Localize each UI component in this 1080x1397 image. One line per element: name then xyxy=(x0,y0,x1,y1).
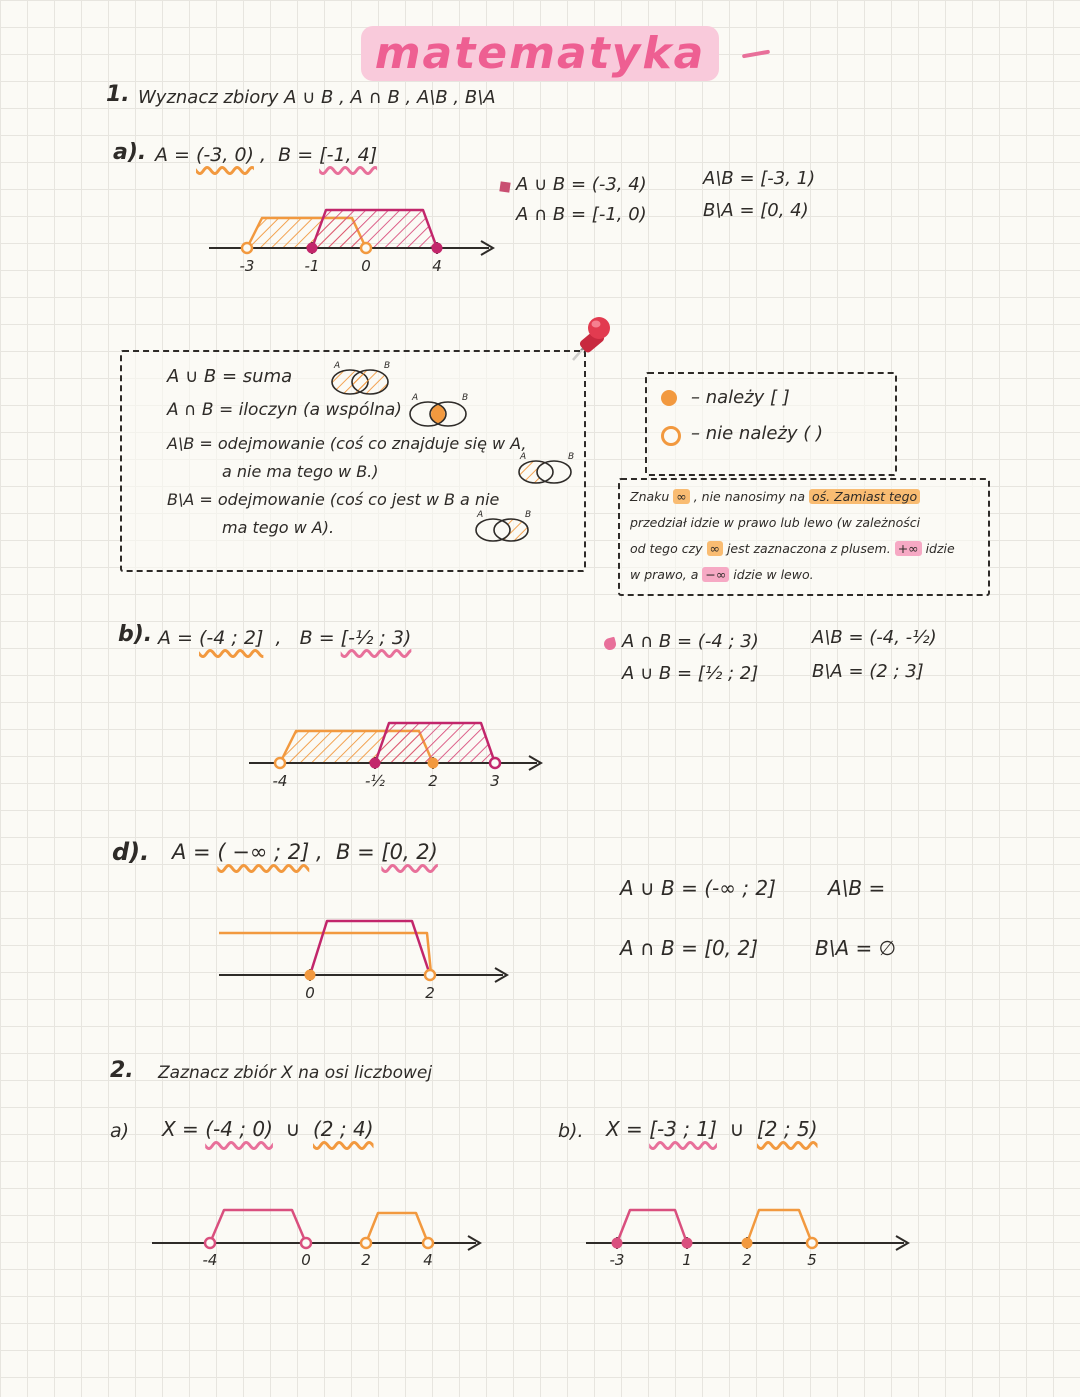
note-line-1 xyxy=(630,484,978,510)
p2a-given xyxy=(162,1117,374,1141)
p2b-label: b). xyxy=(558,1120,584,1142)
p1d-given-a-interval: ( −∞ ; 2] xyxy=(217,840,310,864)
definition-intersection: A ∩ B = iloczyn (a wspólna) xyxy=(167,400,402,420)
p1b-result-intersection: A ∩ B = (-4 ; 3) xyxy=(622,631,759,652)
interval-2-shape xyxy=(366,1213,428,1243)
note-highlight-axis: oś. Zamiast tego xyxy=(809,489,920,504)
endpoint-open xyxy=(423,1238,433,1248)
tick-label: 2 xyxy=(425,984,435,1002)
legend-belongs: – należy [ ] xyxy=(691,387,790,408)
p1b-given-b-interval: [-½ ; 3) xyxy=(340,627,412,649)
union-symbol: ∪ xyxy=(285,1117,301,1141)
filled-dot-icon xyxy=(661,390,677,406)
endpoint-closed xyxy=(612,1238,623,1249)
p1b-result-union: A ∪ B = [½ ; 2] xyxy=(622,663,759,684)
p1b-label: b). xyxy=(118,622,153,647)
number-line-1d xyxy=(215,893,525,1005)
note-highlight-infinity: ∞ xyxy=(707,541,723,556)
endpoint-closed xyxy=(305,970,316,981)
p1a-given-b-name: B = xyxy=(278,144,314,166)
endpoint-open xyxy=(807,1238,817,1248)
p2b-interval2: [2 ; 5) xyxy=(757,1117,818,1141)
p1a-given xyxy=(155,144,377,166)
p1a-given-b-interval: [-1, 4] xyxy=(319,144,378,166)
problem2-number: 2. xyxy=(110,1058,134,1083)
endpoint-open xyxy=(425,970,435,980)
p1d-label: d). xyxy=(112,838,150,866)
page-title: matematyka xyxy=(361,26,720,81)
venn-b-label: B xyxy=(525,510,532,520)
number-line-2a xyxy=(148,1185,493,1274)
p1d-result-a-minus-b: A\B = xyxy=(828,876,886,900)
endpoint-open xyxy=(490,758,500,768)
p1d-result-b-minus-a: B\A = ∅ xyxy=(815,936,897,960)
p1a-result-a-minus-b: A\B = [-3, 1) xyxy=(703,168,816,189)
p2a-interval2: (2 ; 4) xyxy=(313,1117,374,1141)
endpoint-open xyxy=(205,1238,215,1248)
venn-a-label: A xyxy=(477,510,484,520)
tick-label: 0 xyxy=(305,984,315,1002)
p1a-given-a-interval: (-3, 0) xyxy=(196,144,254,166)
interval-1-shape xyxy=(617,1210,687,1243)
venn-b-label: B xyxy=(462,393,469,403)
union-symbol: ∪ xyxy=(729,1117,745,1141)
p2a-interval1: (-4 ; 0) xyxy=(205,1117,273,1141)
p1a-result-b-minus-a: B\A = [0, 4) xyxy=(703,200,809,221)
p2a-label: a) xyxy=(110,1120,130,1142)
venn-a-label: A xyxy=(520,452,527,462)
tick-label: 4 xyxy=(423,1251,433,1269)
note-highlight-minus-infinity: −∞ xyxy=(702,567,729,582)
result-bullet xyxy=(603,637,618,652)
note-line-3 xyxy=(630,536,978,562)
venn-a-label: A xyxy=(412,393,419,403)
p1b-given-a-interval: (-4 ; 2] xyxy=(199,627,264,649)
definition-b-minus-a-2: ma tego w A). xyxy=(222,518,335,537)
p1d-separator: , xyxy=(315,840,323,864)
problem1-number: 1. xyxy=(106,82,130,107)
p1a-result-intersection: A ∩ B = [-1, 0) xyxy=(516,204,647,225)
tick-label: 1 xyxy=(682,1251,692,1269)
endpoint-closed xyxy=(307,243,318,254)
infinity-note-box xyxy=(618,478,990,596)
note-text: jest zaznaczona z plusem. xyxy=(726,541,891,556)
number-line-2b xyxy=(582,1185,922,1274)
endpoint-open xyxy=(275,758,285,768)
note-highlight-plus-infinity: +∞ xyxy=(895,541,922,556)
endpoint-open xyxy=(242,243,252,253)
p2a-x-name: X = xyxy=(162,1117,199,1141)
tick-label: 2 xyxy=(361,1251,371,1269)
note-text: w prawo, a xyxy=(630,567,699,582)
endpoint-closed xyxy=(428,758,439,769)
endpoint-open xyxy=(301,1238,311,1248)
venn-a-minus-b-icon xyxy=(510,450,580,494)
p1a-separator: , xyxy=(260,144,267,166)
note-text: idzie w lewo. xyxy=(733,567,814,582)
tick-label: 4 xyxy=(432,257,442,275)
tick-label: 0 xyxy=(361,257,371,275)
interval-b-shape xyxy=(375,723,495,763)
definition-a-minus-b-1: A\B = odejmowanie (coś co znajduje się w A, xyxy=(167,434,527,453)
endpoint-closed xyxy=(682,1238,693,1249)
note-highlight-infinity: ∞ xyxy=(673,489,689,504)
p1a-given-a-name: A = xyxy=(155,144,190,166)
definition-union: A ∪ B = suma xyxy=(167,366,293,387)
venn-b-minus-a-icon xyxy=(467,508,537,552)
p2b-interval1: [-3 ; 1] xyxy=(649,1117,717,1141)
interval-a-shape xyxy=(219,933,431,973)
p1b-result-b-minus-a: B\A = (2 ; 3] xyxy=(812,661,924,682)
definition-a-minus-b-2: a nie ma tego w B.) xyxy=(222,462,379,481)
p1b-result-a-minus-b: A\B = (-4, -½) xyxy=(812,627,937,648)
tick-label: 0 xyxy=(301,1251,311,1269)
interval-2-shape xyxy=(747,1210,812,1243)
p1d-given-a-name: A = xyxy=(172,840,211,864)
p1d-given-b-interval: [0, 2) xyxy=(381,840,438,864)
p1d-given-b-name: B = xyxy=(336,840,375,864)
note-line-2 xyxy=(630,510,978,536)
tick-label: 3 xyxy=(490,772,500,790)
tick-label: -4 xyxy=(202,1251,218,1269)
problem2-prompt: Zaznacz zbiór X na osi liczbowej xyxy=(158,1063,433,1083)
legend-box xyxy=(645,372,897,476)
tick-label: 2 xyxy=(428,772,438,790)
definition-b-minus-a-1: B\A = odejmowanie (coś co jest w B a nie xyxy=(167,490,500,509)
venn-union-icon xyxy=(322,358,398,404)
interval-1-shape xyxy=(210,1210,306,1243)
tick-label: -1 xyxy=(304,257,320,275)
problem1-prompt: Wyznacz zbiory A ∪ B , A ∩ B , A\B , B\A xyxy=(138,87,496,108)
note-text: przedział idzie w prawo lub lewo (w zależności xyxy=(630,515,921,530)
note-text: Znaku xyxy=(630,489,670,504)
tick-label: -3 xyxy=(239,257,255,275)
endpoint-closed xyxy=(742,1238,753,1249)
p2b-x-name: X = xyxy=(606,1117,643,1141)
venn-b-label: B xyxy=(384,361,391,371)
p1a-result-union: A ∪ B = (-3, 4) xyxy=(516,174,647,195)
number-line-1a xyxy=(205,178,505,282)
result-bullet xyxy=(499,181,510,192)
p1d-given xyxy=(172,840,438,864)
note-text: od tego czy xyxy=(630,541,703,556)
tick-label: -½ xyxy=(365,772,385,790)
tick-label: 2 xyxy=(742,1251,752,1269)
title-row xyxy=(0,28,1080,79)
tick-label: 5 xyxy=(807,1251,817,1269)
p1a-label: a). xyxy=(113,140,147,165)
p1d-result-union: A ∪ B = (-∞ ; 2] xyxy=(620,876,776,900)
tick-label: -3 xyxy=(609,1251,625,1269)
open-dot-icon xyxy=(661,426,681,446)
endpoint-open xyxy=(361,243,371,253)
note-line-4 xyxy=(630,562,978,588)
venn-a-label: A xyxy=(334,361,341,371)
interval-b-shape xyxy=(310,921,430,975)
p1b-given-b-name: B = xyxy=(299,627,335,649)
venn-intersection-icon xyxy=(400,390,476,436)
number-line-1b xyxy=(245,693,555,797)
endpoint-open xyxy=(361,1238,371,1248)
p1d-result-intersection: A ∩ B = [0, 2] xyxy=(620,936,758,960)
endpoint-closed xyxy=(370,758,381,769)
interval-b-shape xyxy=(312,210,437,248)
note-text: idzie xyxy=(925,541,955,556)
venn-b-label: B xyxy=(568,452,575,462)
legend-not-belongs: – nie należy ( ) xyxy=(691,423,824,444)
p2b-given xyxy=(606,1117,818,1141)
note-text: , nie nanosimy na xyxy=(693,489,805,504)
tick-label: -4 xyxy=(272,772,288,790)
definitions-box xyxy=(120,350,586,572)
p1b-separator: , xyxy=(275,627,282,649)
endpoint-closed xyxy=(432,243,443,254)
p1b-given-a-name: A = xyxy=(158,627,193,649)
p1b-given xyxy=(158,627,411,649)
